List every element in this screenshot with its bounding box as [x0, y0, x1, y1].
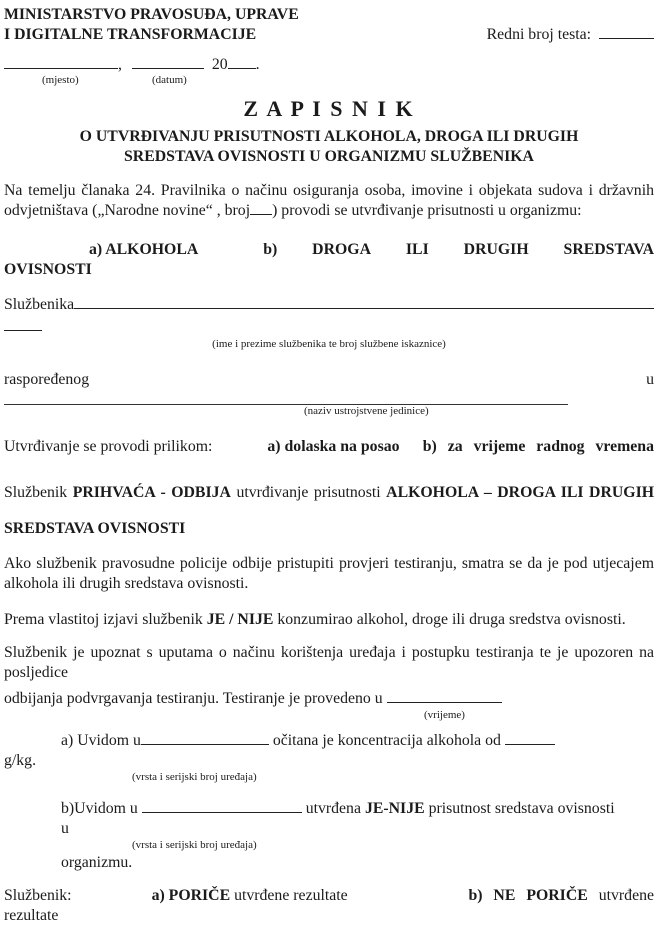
intro-paragraph: [4, 181, 654, 221]
testing-line: [4, 689, 654, 709]
accept-text-2: utvrđivanje prisutnosti: [236, 483, 381, 501]
assignment-label: raspoređenog: [4, 371, 90, 389]
denial-b-bold: b) NE PORIČE: [468, 886, 588, 904]
officer-name-blank: [74, 305, 654, 309]
statement-bold: JE / NIJE: [206, 610, 274, 628]
refusal-note: Ako službenik pravosudne policije odbije pristupiti provjeri testiranju, smatra se da je pod utjecajem alkohola ili drugih sredstava ovisnosti.: [4, 554, 654, 592]
assignment-line: [4, 370, 654, 390]
instructions-paragraph: Službenik je upoznat s uputama o načinu korištenja uređaja i postupku testiranja te je upozoren na posljedice: [4, 643, 654, 681]
denial-a-rest: utvrđene rezultate: [234, 886, 348, 904]
denial-option-a: [152, 886, 348, 906]
denial-overflow: rezultate: [4, 906, 59, 924]
denial-line: [4, 886, 654, 906]
substance-options-line: [4, 240, 654, 260]
device-a-caption: (vrsta i serijski broj uređaja): [132, 771, 257, 784]
ministry-line-2: I DIGITALNE TRANSFORMACIJE: [4, 26, 257, 44]
statement-text-1: Prema vlastitoj izjavi službenik: [4, 610, 203, 628]
denial-b-rest: utvrđene: [598, 886, 654, 904]
result-b-text-2: utvrđena: [305, 800, 361, 818]
occasion-option-a: a) dolaska na posao: [267, 438, 400, 456]
result-b-bold: JE-NIJE: [364, 800, 425, 818]
assignment-right-word: u: [646, 371, 654, 389]
officer-caption: (ime i prezime službenika te broj službene iskaznice): [212, 338, 446, 351]
option-a-alkohola: a) ALKOHOLA: [89, 240, 199, 258]
accept-bold-2: ALKOHOLA – DROGA ILI DRUGIH: [386, 483, 655, 501]
accept-overflow: SREDSTAVA OVISNOSTI: [4, 519, 186, 537]
occasion-option-b: b) za vrijeme radnog vremena: [422, 438, 654, 456]
document-title: Z A P I S N I K: [243, 96, 415, 122]
occasion-lead: Utvrđivanje se provodi prilikom:: [4, 438, 213, 456]
date-blank: [132, 65, 204, 69]
officer-label: Službenika: [4, 295, 75, 313]
date-caption: (datum): [152, 74, 187, 87]
option-b-word-2: ILI: [405, 240, 429, 258]
option-b-word-4: SREDSTAVA: [563, 240, 654, 258]
accept-text-1: Službenik: [4, 483, 68, 501]
accept-refuse-line: [4, 483, 654, 504]
test-number-block: [487, 25, 654, 45]
accept-bold-1: PRIHVAĆA - ODBIJA: [72, 483, 231, 501]
test-number-label: Redni broj testa:: [486, 26, 592, 44]
year-blank: [228, 65, 256, 69]
denial-lead: Službenik:: [4, 886, 72, 904]
occasion-line: [4, 437, 654, 457]
result-b-cont-1: u: [61, 820, 69, 838]
intro-text-2: ) provodi se utvrđivanje prisutnosti u organizmu:: [272, 201, 582, 219]
statement-line: [4, 610, 654, 630]
result-b-text-3: prisutnost sredstava ovisnosti: [428, 800, 615, 818]
subtitle-line-1: O UTVRĐIVANJU PRISUTNOSTI ALKOHOLA, DROGA ILI DRUGIH: [79, 127, 579, 145]
time-caption: (vrijeme): [424, 708, 465, 721]
year-prefix: 20: [211, 56, 228, 74]
place-blank: [4, 65, 118, 69]
result-a-text-2: očitana je koncentracija alkohola od: [272, 732, 501, 750]
result-a-text-1: a) Uvidom u: [61, 732, 141, 750]
period: .: [255, 56, 260, 74]
place-caption: (mjesto): [42, 74, 79, 87]
short-blank: [4, 327, 42, 331]
subtitle-line-2: SREDSTAVA OVISNOSTI U ORGANIZMU SLUŽBENIKA: [124, 148, 534, 166]
device-b-blank: [142, 809, 302, 813]
intro-text-1: Na temelju članaka 24. Pravilnika o načinu osiguranja osoba, imovine i objekata sudova i državnih odvjetništava („Narodne novine“ , broj: [4, 181, 654, 219]
officer-name-line: [4, 295, 654, 315]
place-date-line: [4, 55, 654, 93]
option-b-word-1: DROGA: [312, 240, 371, 258]
result-b-text-1: b)Uvidom u: [61, 800, 138, 818]
ministry-block: [4, 5, 299, 45]
unit-caption: (naziv ustrojstvene jedinice): [304, 405, 429, 418]
unit-name-blank: [4, 390, 568, 405]
officer-name-blank-overflow: [4, 317, 654, 337]
time-blank: [387, 699, 502, 703]
denial-option-b: [468, 886, 654, 906]
result-b-line: [61, 799, 654, 819]
testing-text: odbijanja podvrgavanja testiranju. Testiranje je provedeno u: [4, 689, 383, 707]
denial-a-bold: a) PORIČE: [151, 886, 231, 904]
option-b-word-3: DRUGIH: [463, 240, 529, 258]
device-a-blank: [141, 741, 269, 745]
comma: ,: [118, 56, 122, 74]
option-b-overflow: OVISNOSTI: [4, 260, 92, 278]
option-b-marker: b): [263, 240, 278, 258]
device-b-caption: (vrsta i serijski broj uređaja): [132, 839, 257, 852]
result-a-unit: g/kg.: [4, 752, 37, 770]
test-number-blank: [599, 35, 654, 39]
statement-text-2: konzumirao alkohol, droge ili druga sredstva ovisnosti.: [277, 610, 626, 628]
result-b-cont-2: organizmu.: [61, 853, 133, 871]
gazette-number-blank: [250, 211, 272, 215]
concentration-blank: [505, 741, 555, 745]
ministry-line-1: MINISTARSTVO PRAVOSUĐA, UPRAVE: [4, 6, 299, 23]
document-subtitle: [4, 127, 654, 168]
result-a-line: [61, 731, 654, 751]
document-header: [4, 5, 654, 45]
